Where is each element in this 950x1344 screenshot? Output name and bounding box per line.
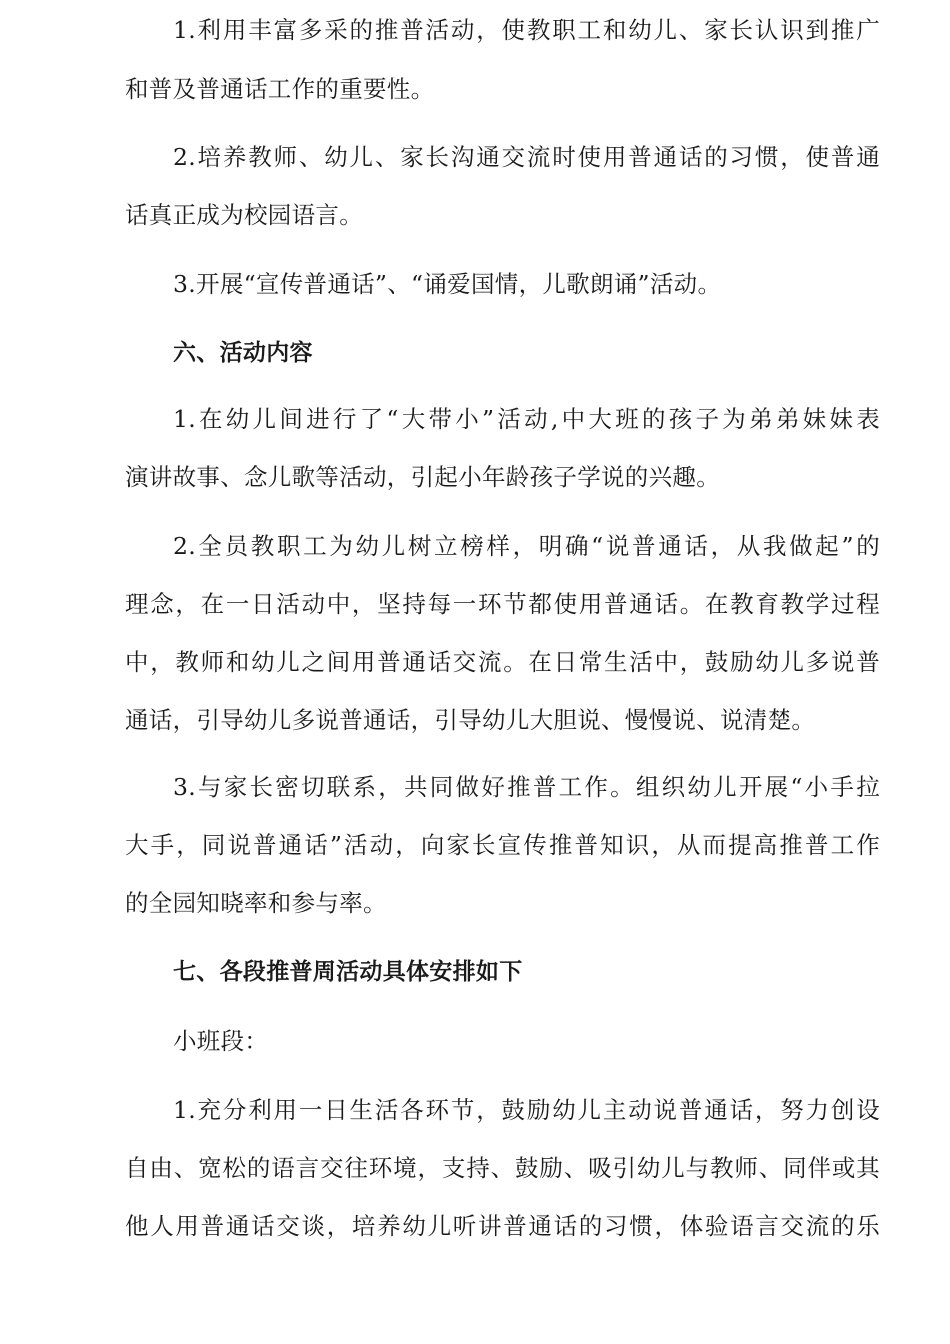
content-1-line-1: 1.在幼儿间进行了“大带小”活动,中大班的孩子为弟弟妹妹表 <box>173 405 880 433</box>
content-3-line-1: 3.与家长密切联系，共同做好推普工作。组织幼儿开展“小手拉 <box>173 773 880 801</box>
content-3-line-2: 大手，同说普通话”活动，向家长宣传推普知识，从而提高推普工作 <box>125 831 880 859</box>
goal-2-line-1: 2.培养教师、幼儿、家长沟通交流时使用普通话的习惯，使普通 <box>173 143 880 171</box>
goal-1-line-1: 1.利用丰富多采的推普活动，使教职工和幼儿、家长认识到推广 <box>173 16 880 44</box>
small-class-1-line-1: 1.充分利用一日生活各环节，鼓励幼儿主动说普通话，努力创设 <box>173 1096 880 1124</box>
content-2-line-2: 理念，在一日活动中，坚持每一环节都使用普通话。在教育教学过程 <box>125 590 880 618</box>
goal-2-line-2: 话真正成为校园语言。 <box>125 201 363 229</box>
content-3-line-3: 的全园知晓率和参与率。 <box>125 889 387 917</box>
small-class-label: 小班段： <box>173 1027 269 1055</box>
goal-1-line-2: 和普及普通话工作的重要性。 <box>125 75 435 103</box>
content-2-line-3: 中，教师和幼儿之间用普通话交流。在日常生活中，鼓励幼儿多说普 <box>125 648 880 676</box>
section-seven-heading: 七、各段推普周活动具体安排如下 <box>173 959 523 985</box>
section-six-heading: 六、活动内容 <box>173 340 313 366</box>
content-2-line-1: 2.全员教职工为幼儿树立榜样，明确“说普通话，从我做起”的 <box>173 532 880 560</box>
content-2-line-4: 通话，引导幼儿多说普通话，引导幼儿大胆说、慢慢说、说清楚。 <box>125 706 816 734</box>
small-class-1-line-3: 他人用普通话交谈，培养幼儿听讲普通话的习惯，体验语言交流的乐 <box>125 1212 880 1240</box>
goal-3-line-1: 3.开展“宣传普通话”、“诵爱国情，儿歌朗诵”活动。 <box>173 270 722 298</box>
small-class-1-line-2: 自由、宽松的语言交往环境，支持、鼓励、吸引幼儿与教师、同伴或其 <box>125 1154 880 1182</box>
content-1-line-2: 演讲故事、念儿歌等活动，引起小年龄孩子学说的兴趣。 <box>125 463 720 491</box>
